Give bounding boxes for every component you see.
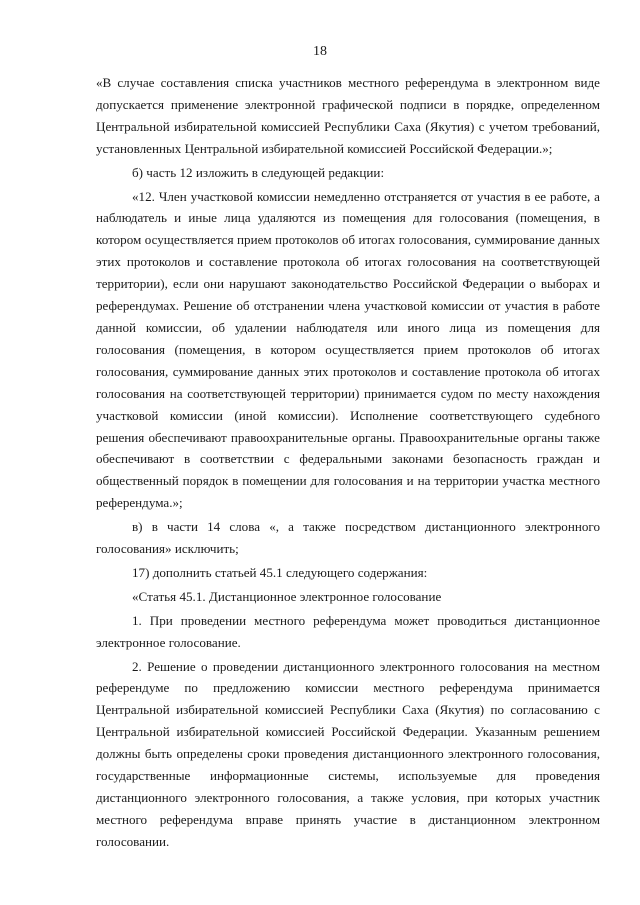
paragraph-article-45-1-clause-2: 2. Решение о проведении дистанционного электронного голосования на местном референдуме по предложению комиссии местного референдума принимается Центральной избирательной комиссией Республики Саха (Якутия) по согласованию с Центральной избирательной комиссией Российской Федерации. Указанным решением должны быть определены сроки проведения дистанционного электронного голосования, государственные информационные системы, используемые для проведения дистанционного электронного голосования, а также условия, при которых участник местного референдума вправе принять участие в дистанционном электронном голосовании. (96, 658, 600, 849)
paragraph-part-12-intro: б) часть 12 изложить в следующей редакции: (132, 164, 385, 180)
paragraph-part-12-text: «12. Член участковой комиссии немедленно отстраняется от участия в ее работе, а наблюдатель и иные лица удаляются из помещения для голосования (помещения, в котором осуществляется прием протоколов об итогах голосования, суммирование данных этих протоколов и составление протокола об итогах голосования на соответствующей территории), если они нарушают законодательство Российской Федерации о выборах и референдумах. Решение об отстранении члена участковой комиссии от участия в работе данной комиссии, об удалении наблюдателя или иного лица из помещения для голосования (помещения, в котором осуществляется прием протоколов об итогах голосования, суммирование данных этих протоколов и составление протокола об итогах голосования на соответствующей территории) принимается судом по месту нахождения участковой комиссии (иной комиссии). Исполнение соответствующего судебного решения обеспечивают правоохранительные органы. Правоохранительные органы также обеспечивают в соответствии с федеральными законами безопасность граждан и общественный порядок в помещении для голосования и на территории участка местного референдума.»; (96, 188, 600, 511)
paragraph-article-45-1-clause-1: 1. При проведении местного референдума может проводиться дистанционное электронное голосование. (96, 612, 600, 650)
paragraph-item-17: 17) дополнить статьей 45.1 следующего содержания: (132, 564, 428, 580)
paragraph-part-14: в) в части 14 слова «, а также посредством дистанционного электронного голосования» исключить; (96, 519, 600, 557)
page-number: 18 (313, 44, 327, 59)
document-body (96, 72, 600, 853)
article-heading-45-1: «Статья 45.1. Дистанционное электронное голосование (132, 588, 442, 604)
paragraph-electronic-signature: «В случае составления списка участников местного референдума в электронном виде допускается применение электронной графической подписи в порядке, определенном Центральной избирательной комиссией Республики Саха (Якутия) с учетом требований, установленных Центральной избирательной комиссией Российской Федерации.»; (96, 75, 600, 156)
